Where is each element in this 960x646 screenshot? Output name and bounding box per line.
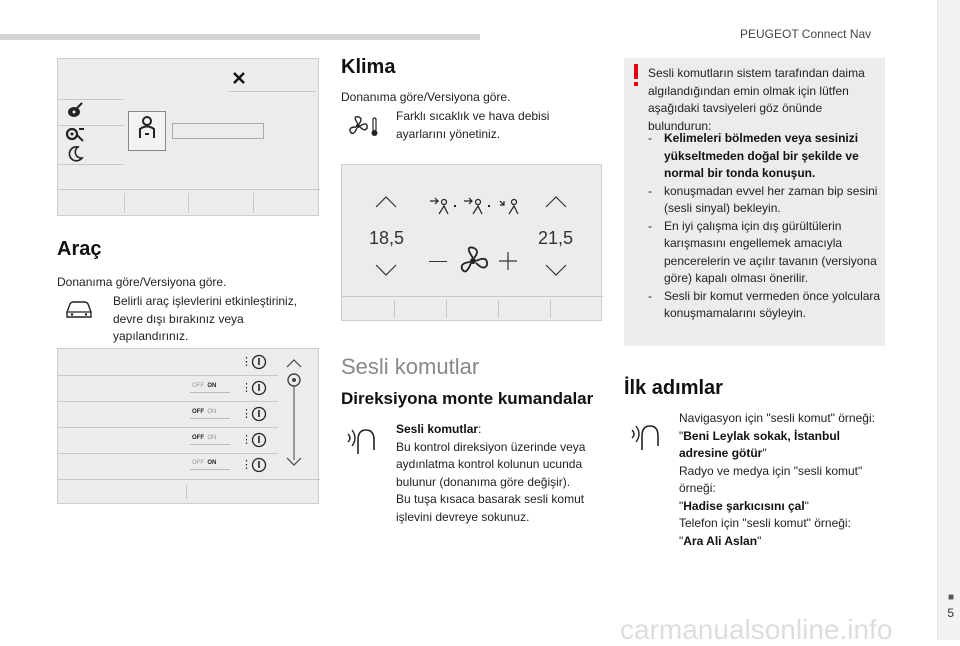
watermark: carmanualsonline.info	[620, 614, 893, 645]
arac-heading: Araç	[57, 238, 102, 260]
warning-item: - En iyi çalışma için dış gürültülerin karışmasını engellemek amacıyla pencerelerin ve açılır tavanın (versiyona göre) kapalı olması önerilir.	[648, 218, 882, 288]
sesli-label-colon: :	[478, 422, 482, 436]
header-title: PEUGEOT Connect Nav	[740, 27, 872, 41]
klima-version-note: Donanıma göre/Versiyona göre.	[341, 90, 511, 104]
temp-right-up-arrow[interactable]	[544, 195, 568, 209]
info-icon[interactable]	[251, 432, 267, 448]
ellipsis-mark: ■	[947, 592, 954, 603]
more-options-icon[interactable]: ⋮	[241, 408, 252, 420]
night-mode-icon[interactable]	[66, 145, 84, 163]
airflow-feet-icon[interactable]	[498, 197, 522, 217]
warning-intro: Sesli komutların sistem tarafından daima algılandığından emin olmak için lütfen aşağıdaki tavsiyeleri göz önünde bulundurun:	[648, 66, 865, 133]
info-icon[interactable]	[251, 354, 267, 370]
klima-heading: Klima	[341, 56, 396, 78]
fan-decrease-button[interactable]	[429, 261, 447, 262]
driving-assist-tile[interactable]	[128, 111, 166, 151]
toggle-3[interactable]: OFF ON	[192, 435, 217, 441]
temp-left-up-arrow[interactable]	[374, 195, 398, 209]
close-icon[interactable]	[232, 71, 246, 85]
toggle-1[interactable]: OFF ON	[192, 383, 217, 389]
arac-description: Belirli araç işlevlerini etkinleştiriniz, devre dışı bırakınız veya yapılandırınız.	[113, 294, 298, 343]
ilk-heading: İlk adımlar	[624, 377, 723, 399]
voice-command-icon	[628, 416, 662, 452]
warning-item: - Sesli bir komut vermeden önce yolculara konuşmamalarını söyleyin.	[648, 288, 882, 323]
toggle-4[interactable]: OFF ON	[192, 460, 217, 466]
more-options-icon[interactable]: ⋮	[241, 459, 252, 471]
warning-box	[624, 58, 885, 346]
temp-right-down-arrow[interactable]	[544, 263, 568, 277]
settings-field[interactable]	[172, 123, 264, 139]
sesli-description: Sesli komutlar: Bu kontrol direksiyon üzerinde veya aydınlatma kontrol kolunun ucunda bulunur (donanıma göre değişir). Bu tuşa kısaca basarak sesli komut işlevini devreye sokunuz.	[396, 422, 586, 524]
vehicle-menu-screen	[57, 58, 319, 216]
vehicle-functions-screen	[57, 348, 319, 504]
temp-left-value: 18,5	[369, 228, 405, 248]
more-options-icon[interactable]: ⋮	[241, 382, 252, 394]
gear-settings-icon[interactable]	[64, 125, 86, 143]
voice-command-icon	[344, 420, 378, 456]
temp-left-down-arrow[interactable]	[374, 263, 398, 277]
airflow-face-feet-icon[interactable]	[462, 197, 486, 217]
klima-description: Farklı sıcaklık ve hava debisi ayarlarını yönetiniz.	[396, 109, 550, 141]
warning-item: - konuşmadan evvel her zaman bip sesini (sesli sinyal) bekleyin.	[648, 183, 882, 218]
fan-speed-icon	[456, 245, 490, 277]
sesli-subtitle: Direksiyona monte kumandalar	[341, 389, 594, 408]
car-paint-icon[interactable]	[66, 102, 84, 120]
fan-temperature-icon	[346, 113, 380, 139]
warning-item: - Kelimeleri bölmeden veya sesinizi yükseltmeden doğal bir şekilde ve normal bir tonda konuşun.	[648, 130, 882, 183]
info-icon[interactable]	[251, 380, 267, 396]
ilk-examples: Navigasyon için "sesli komut" örneği: "Beni Leylak sokak, İstanbul adresine götür" Radyo ve medya için "sesli komut" örneği: "Hadise şarkıcısını çal" Telefon için "sesli komut" örneği: "Ara Ali Aslan"	[679, 411, 875, 548]
page-side-tab	[937, 0, 960, 640]
temp-right-value: 21,5	[538, 228, 574, 248]
more-options-icon[interactable]: ⋮	[241, 434, 252, 446]
warning-list	[648, 130, 882, 323]
airflow-face-icon[interactable]	[428, 197, 452, 217]
sesli-heading: Sesli komutlar	[341, 354, 480, 379]
info-icon[interactable]	[251, 406, 267, 422]
climate-screen	[341, 164, 602, 321]
warning-exclamation-icon	[632, 64, 640, 88]
arac-version-note: Donanıma göre/Versiyona göre.	[57, 275, 227, 289]
top-rule	[0, 34, 480, 40]
car-icon	[64, 298, 94, 320]
sesli-label: Sesli komutlar	[396, 422, 479, 436]
scroll-bar[interactable]	[282, 355, 306, 471]
info-icon[interactable]	[251, 457, 267, 473]
more-options-icon[interactable]: ⋮	[241, 356, 252, 368]
fan-increase-button[interactable]	[498, 251, 518, 271]
page-number: 5	[947, 606, 954, 620]
toggle-2[interactable]: OFF ON	[192, 409, 217, 415]
